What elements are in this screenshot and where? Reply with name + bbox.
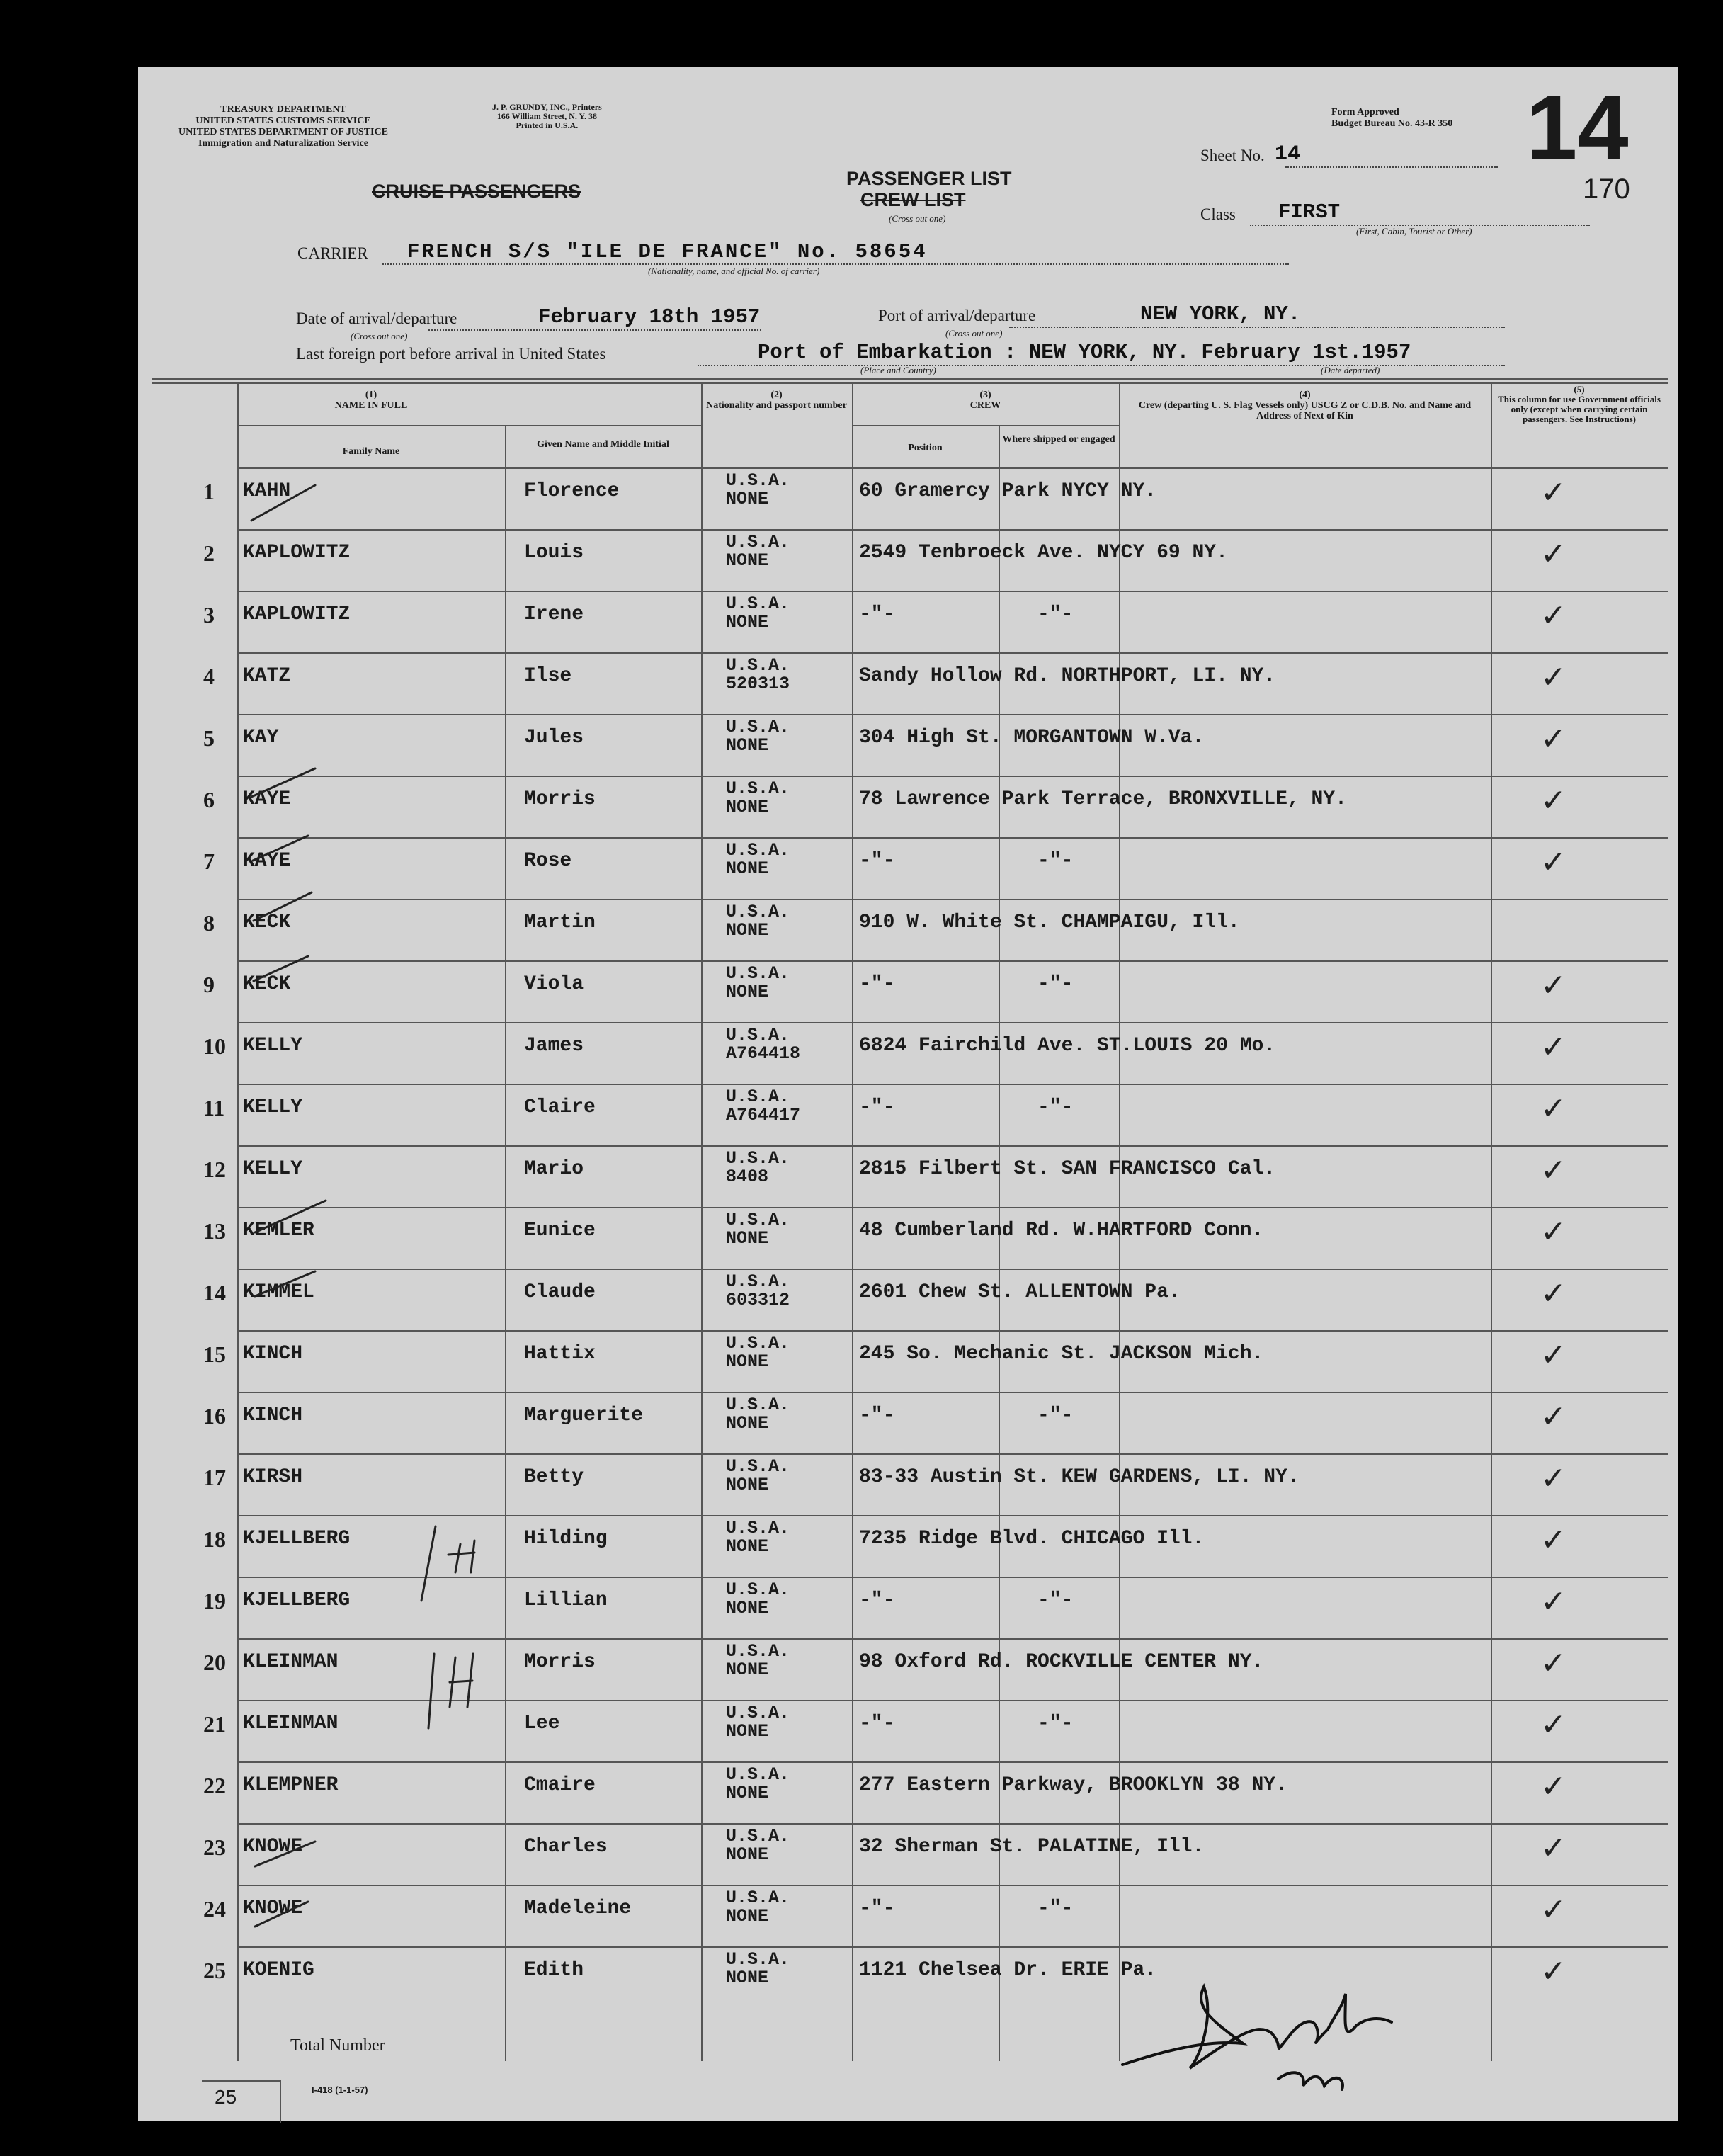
- printer-line-1: J. P. GRUNDY, INC., Printers: [492, 102, 602, 112]
- row-number: 22: [203, 1773, 226, 1798]
- agency-line-3: UNITED STATES DEPARTMENT OF JUSTICE: [178, 127, 388, 137]
- row-number: 1: [203, 479, 215, 504]
- given-name-cell: Claude: [524, 1281, 596, 1303]
- family-name-cell: KINCH: [243, 1405, 303, 1426]
- address-cell: 32 Sherman St. PALATINE, Ill.: [859, 1836, 1205, 1858]
- position-header: Position: [908, 443, 943, 453]
- nationality-cell: U.S.A. NONE: [726, 1641, 790, 1680]
- address-cell: 98 Oxford Rd. ROCKVILLE CENTER NY.: [859, 1651, 1264, 1673]
- given-name-cell: Cmaire: [524, 1774, 596, 1796]
- given-name-cell: Betty: [524, 1466, 584, 1488]
- where-shipped-header: Where shipped or engaged: [1002, 434, 1115, 445]
- check-mark-icon: ✓: [1540, 1337, 1566, 1373]
- row-number: 3: [203, 602, 215, 628]
- nationality-cell: U.S.A. A764418: [726, 1025, 801, 1064]
- nationality-cell: U.S.A. NONE: [726, 840, 790, 879]
- sheet-label: Sheet No.: [1200, 147, 1265, 164]
- address-cell: Sandy Hollow Rd. NORTHPORT, LI. NY.: [859, 665, 1276, 687]
- family-name-cell: KIRSH: [243, 1466, 303, 1488]
- given-name-cell: Lee: [524, 1713, 560, 1735]
- address-cell: 304 High St. MORGANTOWN W.Va.: [859, 727, 1205, 749]
- check-mark-icon: ✓: [1540, 536, 1566, 572]
- given-name-cell: Rose: [524, 850, 572, 872]
- given-name-cell: Irene: [524, 603, 584, 625]
- budget-bureau: Budget Bureau No. 43-R 350: [1331, 118, 1453, 129]
- family-name-cell: KATZ: [243, 665, 291, 687]
- check-mark-icon: ✓: [1540, 598, 1566, 634]
- family-name-cell: KINCH: [243, 1343, 303, 1365]
- check-mark-icon: ✓: [1540, 1892, 1566, 1928]
- given-name-header: Given Name and Middle Initial: [537, 439, 669, 450]
- family-name-cell: KAYE: [243, 850, 291, 872]
- given-name-cell: Marguerite: [524, 1405, 644, 1426]
- family-name-header: Family Name: [342, 446, 400, 457]
- check-mark-icon: ✓: [1540, 1029, 1566, 1065]
- given-name-cell: Mario: [524, 1158, 584, 1180]
- address-cell: -"- -"-: [859, 603, 1074, 625]
- check-mark-icon: ✓: [1540, 1707, 1566, 1743]
- cruise-passengers-label: CRUISE PASSENGERS: [372, 181, 581, 202]
- given-name-cell: Charles: [524, 1836, 608, 1858]
- row-number: 17: [203, 1465, 226, 1490]
- row-number: 20: [203, 1650, 226, 1675]
- row-number: 7: [203, 849, 215, 874]
- col2-header: (2) Nationality and passport number: [706, 390, 847, 411]
- row-number: 12: [203, 1157, 226, 1182]
- address-cell: 83-33 Austin St. KEW GARDENS, LI. NY.: [859, 1466, 1300, 1488]
- address-cell: -"- -"-: [859, 1589, 1074, 1611]
- address-cell: 60 Gramercy Park NYCY NY.: [859, 480, 1157, 502]
- mark-20: [428, 1654, 434, 1728]
- address-cell: 2601 Chew St. ALLENTOWN Pa.: [859, 1281, 1181, 1303]
- family-name-cell: KAY: [243, 727, 279, 749]
- port-arrival-label: Port of arrival/departure: [878, 307, 1036, 324]
- row-number: 2: [203, 540, 215, 566]
- address-cell: 910 W. White St. CHAMPAIGU, Ill.: [859, 912, 1240, 934]
- given-name-cell: Morris: [524, 788, 596, 810]
- total-number-label: Total Number: [290, 2036, 385, 2055]
- check-mark-icon: ✓: [1540, 1091, 1566, 1127]
- address-cell: -"- -"-: [859, 973, 1074, 995]
- class-value: FIRST: [1278, 200, 1341, 224]
- given-name-cell: James: [524, 1035, 584, 1057]
- address-cell: 2549 Tenbroeck Ave. NYCY 69 NY.: [859, 542, 1228, 564]
- row-number: 24: [203, 1896, 226, 1922]
- address-cell: 245 So. Mechanic St. JACKSON Mich.: [859, 1343, 1264, 1365]
- check-mark-icon: ✓: [1540, 1214, 1566, 1250]
- address-cell: 78 Lawrence Park Terrace, BRONXVILLE, NY.: [859, 788, 1347, 810]
- tick-mark-9: [254, 956, 308, 981]
- family-name-cell: KLEINMAN: [243, 1651, 339, 1673]
- family-name-cell: KNOWE: [243, 1836, 303, 1858]
- tick-mark-23: [255, 1902, 308, 1927]
- family-name-cell: KELLY: [243, 1096, 303, 1118]
- check-mark-icon: ✓: [1540, 783, 1566, 819]
- check-mark-icon: ✓: [1540, 1522, 1566, 1558]
- family-name-cell: KELLY: [243, 1035, 303, 1057]
- row-number: 10: [203, 1033, 226, 1059]
- address-cell: 1121 Chelsea Dr. ERIE Pa.: [859, 1959, 1157, 1981]
- nationality-cell: U.S.A. NONE: [726, 1333, 790, 1372]
- nationality-cell: U.S.A. 8408: [726, 1148, 790, 1187]
- family-name-cell: KLEMPNER: [243, 1774, 339, 1796]
- sheet-number: 14: [1275, 142, 1301, 166]
- given-name-cell: Eunice: [524, 1220, 596, 1242]
- row-number: 14: [203, 1280, 226, 1305]
- given-name-cell: Lillian: [524, 1589, 608, 1611]
- page-number: 170: [1583, 174, 1630, 205]
- tick-mark-13: [255, 1201, 326, 1232]
- class-hint: (First, Cabin, Tourist or Other): [1356, 226, 1472, 237]
- arrival-date-value: February 18th 1957: [538, 305, 761, 329]
- family-name-cell: KIMMEL: [243, 1281, 314, 1303]
- printer-line-3: Printed in U.S.A.: [516, 120, 579, 130]
- date-departed-hint: (Date departed): [1321, 365, 1380, 375]
- mark-18: [421, 1526, 436, 1601]
- nationality-cell: U.S.A. NONE: [726, 1395, 790, 1434]
- family-name-cell: KAYE: [243, 788, 291, 810]
- check-mark-icon: ✓: [1540, 1460, 1566, 1497]
- handwritten-marks: [138, 67, 1678, 2121]
- row-number: 18: [203, 1526, 226, 1552]
- address-cell: 7235 Ridge Blvd. CHICAGO Ill.: [859, 1528, 1205, 1550]
- nationality-cell: U.S.A. NONE: [726, 594, 790, 632]
- col5-header: (5) This column for use Government officials only (except when carrying certain passengers. See Instructions): [1498, 384, 1661, 424]
- nationality-cell: U.S.A. A764417: [726, 1086, 801, 1125]
- agency-line-4: Immigration and Naturalization Service: [198, 138, 368, 149]
- nationality-cell: U.S.A. NONE: [726, 1579, 790, 1618]
- signature: [1108, 1965, 1462, 2107]
- address-cell: 277 Eastern Parkway, BROOKLYN 38 NY.: [859, 1774, 1287, 1796]
- mark-18b: [448, 1541, 474, 1572]
- given-name-cell: Hilding: [524, 1528, 608, 1550]
- given-name-cell: Claire: [524, 1096, 596, 1118]
- cross-out-hint-2: (Cross out one): [351, 331, 408, 341]
- given-name-cell: Edith: [524, 1959, 584, 1981]
- family-name-cell: KELLY: [243, 1158, 303, 1180]
- tick-mark-7: [253, 836, 308, 861]
- big-sheet-number: 14: [1526, 76, 1629, 179]
- nationality-cell: U.S.A. NONE: [726, 778, 790, 817]
- row-number: 19: [203, 1588, 226, 1613]
- check-mark-icon: ✓: [1540, 659, 1566, 696]
- row-number: 23: [203, 1834, 226, 1860]
- nationality-cell: U.S.A. NONE: [726, 470, 790, 509]
- row-number: 8: [203, 910, 215, 936]
- row-number: 6: [203, 787, 215, 812]
- nationality-cell: U.S.A. NONE: [726, 1888, 790, 1927]
- agency-line-1: TREASURY DEPARTMENT: [220, 104, 346, 115]
- check-mark-icon: ✓: [1540, 1830, 1566, 1866]
- place-hint: (Place and Country): [860, 365, 936, 375]
- nationality-cell: U.S.A. 520313: [726, 655, 790, 694]
- last-port-value: Port of Embarkation : NEW YORK, NY. February 1st.1957: [758, 341, 1411, 364]
- check-mark-icon: ✓: [1540, 1276, 1566, 1312]
- row-number: 25: [203, 1958, 226, 1983]
- nationality-cell: U.S.A. NONE: [726, 1764, 790, 1803]
- passenger-list-title: PASSENGER LIST: [846, 168, 1012, 189]
- nationality-cell: U.S.A. NONE: [726, 717, 790, 756]
- agency-line-2: UNITED STATES CUSTOMS SERVICE: [195, 115, 371, 126]
- total-box: [202, 2080, 281, 2123]
- row-number: 9: [203, 972, 215, 997]
- carrier-hint: (Nationality, name, and official No. of carrier): [648, 266, 820, 276]
- col1-header: (1) NAME IN FULL: [334, 390, 408, 411]
- family-name-cell: KOENIG: [243, 1959, 314, 1981]
- address-cell: -"- -"-: [859, 1405, 1074, 1426]
- nationality-cell: U.S.A. 603312: [726, 1271, 790, 1310]
- row-number: 13: [203, 1218, 226, 1244]
- check-mark-icon: ✓: [1540, 1645, 1566, 1681]
- given-name-cell: Hattix: [524, 1343, 596, 1365]
- col3-header: (3) CREW: [969, 390, 1001, 411]
- family-name-cell: KAHN: [243, 480, 291, 502]
- arrival-date-label: Date of arrival/departure: [296, 310, 457, 327]
- tick-mark-8: [254, 892, 312, 921]
- row-number: 4: [203, 664, 215, 689]
- family-name-cell: KNOWE: [243, 1897, 303, 1919]
- check-mark-icon: ✓: [1540, 1399, 1566, 1435]
- address-cell: -"- -"-: [859, 1713, 1074, 1735]
- check-mark-icon: ✓: [1540, 1152, 1566, 1188]
- given-name-cell: Madeleine: [524, 1897, 632, 1919]
- given-name-cell: Morris: [524, 1651, 596, 1673]
- family-name-cell: KAPLOWITZ: [243, 603, 351, 625]
- last-port-label: Last foreign port before arrival in United States: [296, 345, 606, 363]
- family-name-cell: KEMLER: [243, 1220, 314, 1242]
- address-cell: -"- -"-: [859, 850, 1074, 872]
- address-cell: 2815 Filbert St. SAN FRANCISCO Cal.: [859, 1158, 1276, 1180]
- family-name-cell: KJELLBERG: [243, 1528, 351, 1550]
- printer-line-2: 166 William Street, N. Y. 38: [496, 111, 597, 121]
- nationality-cell: U.S.A. NONE: [726, 1826, 790, 1865]
- tick-mark-6: [251, 768, 315, 797]
- row-number: 21: [203, 1711, 226, 1737]
- mark-20b: [450, 1654, 473, 1707]
- given-name-cell: Jules: [524, 727, 584, 749]
- port-arrival-value: NEW YORK, NY.: [1140, 302, 1301, 326]
- nationality-cell: U.S.A. NONE: [726, 902, 790, 941]
- row-number: 16: [203, 1403, 226, 1429]
- check-mark-icon: ✓: [1540, 721, 1566, 757]
- address-cell: -"- -"-: [859, 1897, 1074, 1919]
- tick-mark-14: [255, 1271, 315, 1296]
- check-mark-icon: ✓: [1540, 1769, 1566, 1805]
- family-name-cell: KECK: [243, 912, 291, 934]
- address-cell: 48 Cumberland Rd. W.HARTFORD Conn.: [859, 1220, 1264, 1242]
- address-cell: 6824 Fairchild Ave. ST.LOUIS 20 Mo.: [859, 1035, 1276, 1057]
- check-mark-icon: ✓: [1540, 968, 1566, 1004]
- family-name-cell: KJELLBERG: [243, 1589, 351, 1611]
- tick-mark-22: [255, 1842, 315, 1866]
- check-mark-icon: ✓: [1540, 1953, 1566, 1990]
- form-approved: Form Approved: [1331, 107, 1399, 118]
- nationality-cell: U.S.A. NONE: [726, 532, 790, 571]
- family-name-cell: KAPLOWITZ: [243, 542, 351, 564]
- check-mark-icon: ✓: [1540, 475, 1566, 511]
- nationality-cell: U.S.A. NONE: [726, 1518, 790, 1557]
- given-name-cell: Florence: [524, 480, 620, 502]
- check-mark-icon: ✓: [1540, 1584, 1566, 1620]
- total-number-value: 25: [215, 2086, 237, 2108]
- given-name-cell: Martin: [524, 912, 596, 934]
- carrier-label: CARRIER: [297, 244, 368, 262]
- check-mark-icon: ✓: [1540, 844, 1566, 880]
- nationality-cell: U.S.A. NONE: [726, 1703, 790, 1742]
- form-number: I-418 (1-1-57): [312, 2084, 368, 2095]
- document-page: [138, 67, 1678, 2121]
- nationality-cell: U.S.A. NONE: [726, 1949, 790, 1988]
- address-cell: -"- -"-: [859, 1096, 1074, 1118]
- tick-mark-1: [251, 485, 315, 521]
- nationality-cell: U.S.A. NONE: [726, 1210, 790, 1249]
- cross-out-hint-3: (Cross out one): [945, 328, 1003, 339]
- col4-header: (4) Crew (departing U. S. Flag Vessels only) USCG Z or C.D.B. No. and Name and Address of Next of Kin: [1138, 390, 1472, 421]
- row-number: 5: [203, 725, 215, 751]
- family-name-cell: KECK: [243, 973, 291, 995]
- class-label: Class: [1200, 205, 1236, 223]
- given-name-cell: Louis: [524, 542, 584, 564]
- row-number: 15: [203, 1341, 226, 1367]
- carrier-value: FRENCH S/S "ILE DE FRANCE" No. 58654: [407, 240, 928, 263]
- nationality-cell: U.S.A. NONE: [726, 963, 790, 1002]
- family-name-cell: KLEINMAN: [243, 1713, 339, 1735]
- cross-out-hint: (Cross out one): [889, 213, 946, 224]
- given-name-cell: Ilse: [524, 665, 572, 687]
- given-name-cell: Viola: [524, 973, 584, 995]
- nationality-cell: U.S.A. NONE: [726, 1456, 790, 1495]
- crew-list-title: CREW LIST: [860, 189, 966, 210]
- row-number: 11: [203, 1095, 225, 1120]
